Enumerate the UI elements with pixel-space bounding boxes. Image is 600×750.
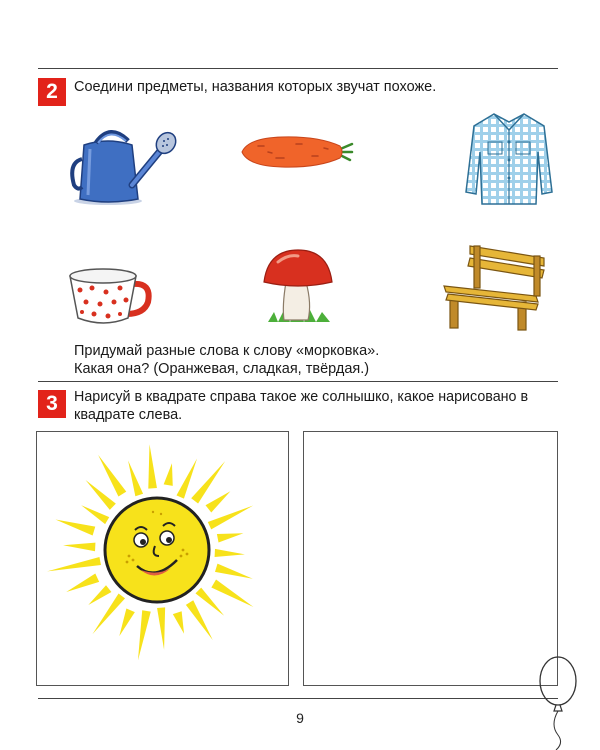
sun-ray	[215, 549, 245, 557]
top-divider	[38, 68, 558, 69]
task-3-number-badge: 3	[38, 390, 66, 418]
drawing-square[interactable]	[303, 431, 558, 686]
sun-ray	[217, 533, 243, 542]
sample-sun-square	[36, 431, 289, 686]
sun-ray	[211, 579, 253, 606]
sun-ray	[148, 444, 157, 488]
sun-ray	[119, 608, 135, 636]
sun-ray	[66, 573, 99, 592]
mushroom-picture	[260, 248, 338, 328]
task-2-instruction: Соедини предметы, названия которых звучат похоже.	[74, 79, 437, 95]
sun-ray	[164, 463, 173, 486]
sun-ray	[195, 588, 224, 616]
cup-picture	[66, 262, 154, 328]
sun-ray	[98, 455, 126, 497]
sun-ray	[176, 458, 197, 498]
page-number: 9	[296, 710, 304, 726]
sun-ray	[208, 505, 253, 529]
sun-ray	[138, 610, 151, 660]
task-3-instruction-line1: Нарисуй в квадрате справа такое же солнышко, какое нарисовано в	[74, 389, 529, 405]
sun-ray	[47, 557, 101, 571]
sun-ray	[86, 480, 116, 510]
watering-can-picture	[68, 125, 180, 207]
sun-ray	[206, 491, 231, 512]
sun-ray	[128, 461, 143, 497]
middle-divider	[38, 381, 558, 382]
sun-ray	[186, 600, 213, 640]
sun-ray	[63, 543, 95, 552]
task-3-instruction-line2: квадрате слева.	[74, 407, 183, 423]
task-2-number-badge: 2	[38, 78, 66, 106]
sun-ray	[88, 585, 111, 605]
sun-ray	[173, 611, 184, 634]
sun-ray	[81, 505, 109, 524]
task-2-extra-question-line2: Какая она? (Оранжевая, сладкая, твёрдая.)	[74, 361, 370, 377]
carrot-picture	[238, 132, 354, 172]
sun-picture	[37, 432, 288, 685]
bench-picture	[440, 242, 548, 334]
bottom-divider	[38, 698, 558, 699]
sun-ray	[215, 564, 253, 579]
shirt-picture	[464, 108, 554, 208]
task-2-extra-question-line1: Придумай разные слова к слову «морковка».	[74, 343, 380, 359]
balloon-icon	[532, 655, 582, 750]
sun-ray	[55, 520, 95, 536]
sun-ray	[157, 607, 165, 649]
